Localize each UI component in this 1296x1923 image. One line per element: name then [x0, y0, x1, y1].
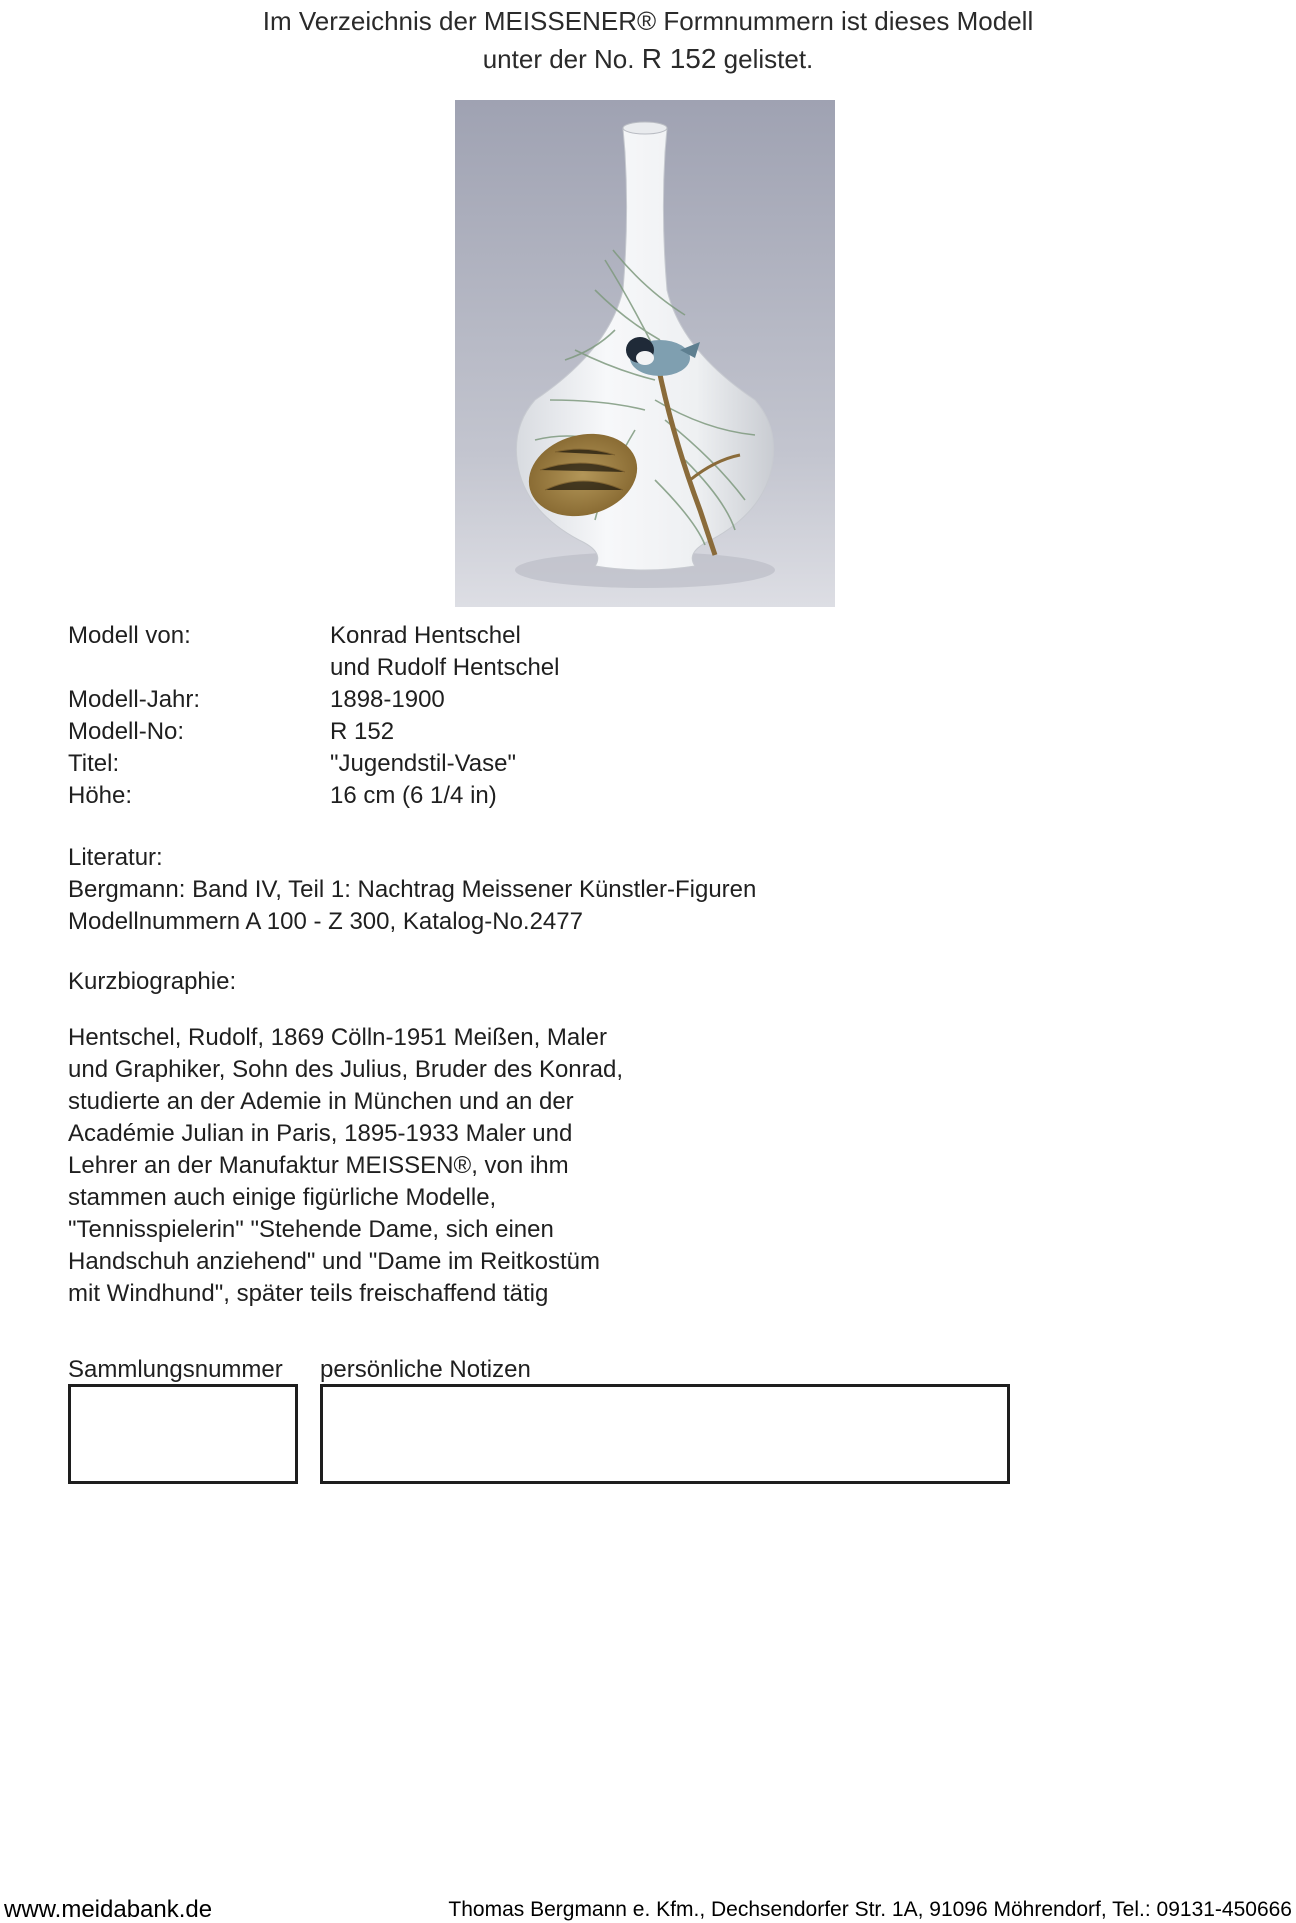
spec-label — [68, 652, 330, 684]
bio-line: und Graphiker, Sohn des Julius, Bruder des Konrad, — [68, 1056, 623, 1083]
kurzbiographie-text — [68, 1022, 768, 1310]
literatur-line: Modellnummern A 100 - Z 300, Katalog-No.2477 — [68, 908, 583, 935]
spec-value: R 152 — [330, 718, 395, 745]
spec-row-modell-von-cont — [68, 652, 559, 684]
bio-line: Académie Julian in Paris, 1895-1933 Maler und — [68, 1120, 573, 1147]
page-header — [0, 2, 1296, 78]
spec-label: Höhe: — [68, 782, 133, 809]
spec-row-hoehe — [68, 780, 559, 812]
bio-line: stammen auch einige figürliche Modelle, — [68, 1184, 497, 1211]
sammlungsnummer-label: Sammlungsnummer — [68, 1356, 283, 1383]
spec-value: "Jugendstil-Vase" — [330, 750, 517, 777]
spec-value: 1898-1900 — [330, 686, 445, 713]
bio-line: mit Windhund", später teils freischaffend tätig — [68, 1280, 549, 1307]
bio-line: studierte an der Ademie in München und an der — [68, 1088, 574, 1115]
literatur-heading: Literatur: — [68, 844, 163, 871]
vase-photo — [455, 100, 835, 607]
model-specs — [68, 620, 559, 812]
spec-label: Modell-Jahr: — [68, 686, 201, 713]
bio-line: Handschuh anziehend" und "Dame im Reitkostüm — [68, 1248, 600, 1275]
spec-value: und Rudolf Hentschel — [330, 654, 560, 681]
spec-row-modell-von — [68, 620, 559, 652]
literatur-section — [68, 842, 756, 938]
notizen-box[interactable] — [320, 1384, 1010, 1484]
spec-row-titel — [68, 748, 559, 780]
spec-label: Modell-No: — [68, 718, 185, 745]
spec-value: 16 cm (6 1/4 in) — [330, 782, 497, 809]
spec-label: Modell von: — [68, 622, 191, 649]
spec-value: Konrad Hentschel — [330, 622, 521, 649]
model-number: R 152 — [641, 43, 717, 74]
bio-line: Hentschel, Rudolf, 1869 Cölln-1951 Meißen, Maler — [68, 1024, 607, 1051]
spec-row-modell-no — [68, 716, 559, 748]
footer-website[interactable]: www.meidabank.de — [4, 1896, 213, 1923]
header-line-1: Im Verzeichnis der MEISSENER® Formnummern ist dieses Modell — [262, 6, 1034, 36]
spec-label: Titel: — [68, 750, 120, 777]
notizen-label: persönliche Notizen — [320, 1356, 531, 1383]
header-line-2 — [0, 40, 1296, 78]
kurzbiographie-heading: Kurzbiographie: — [68, 968, 237, 995]
bio-line: Lehrer an der Manufaktur MEISSEN®, von ihm — [68, 1152, 569, 1179]
header-suffix: gelistet. — [723, 44, 814, 74]
footer-address: Thomas Bergmann e. Kfm., Dechsendorfer Str. 1A, 91096 Möhrendorf, Tel.: 09131-450666 — [448, 1898, 1292, 1921]
sammlungsnummer-box[interactable] — [68, 1384, 298, 1484]
bio-line: "Tennisspielerin" "Stehende Dame, sich einen — [68, 1216, 554, 1243]
literatur-line: Bergmann: Band IV, Teil 1: Nachtrag Meissener Künstler-Figuren — [68, 876, 757, 903]
header-prefix: unter der No. — [482, 44, 635, 74]
spec-row-modell-jahr — [68, 684, 559, 716]
